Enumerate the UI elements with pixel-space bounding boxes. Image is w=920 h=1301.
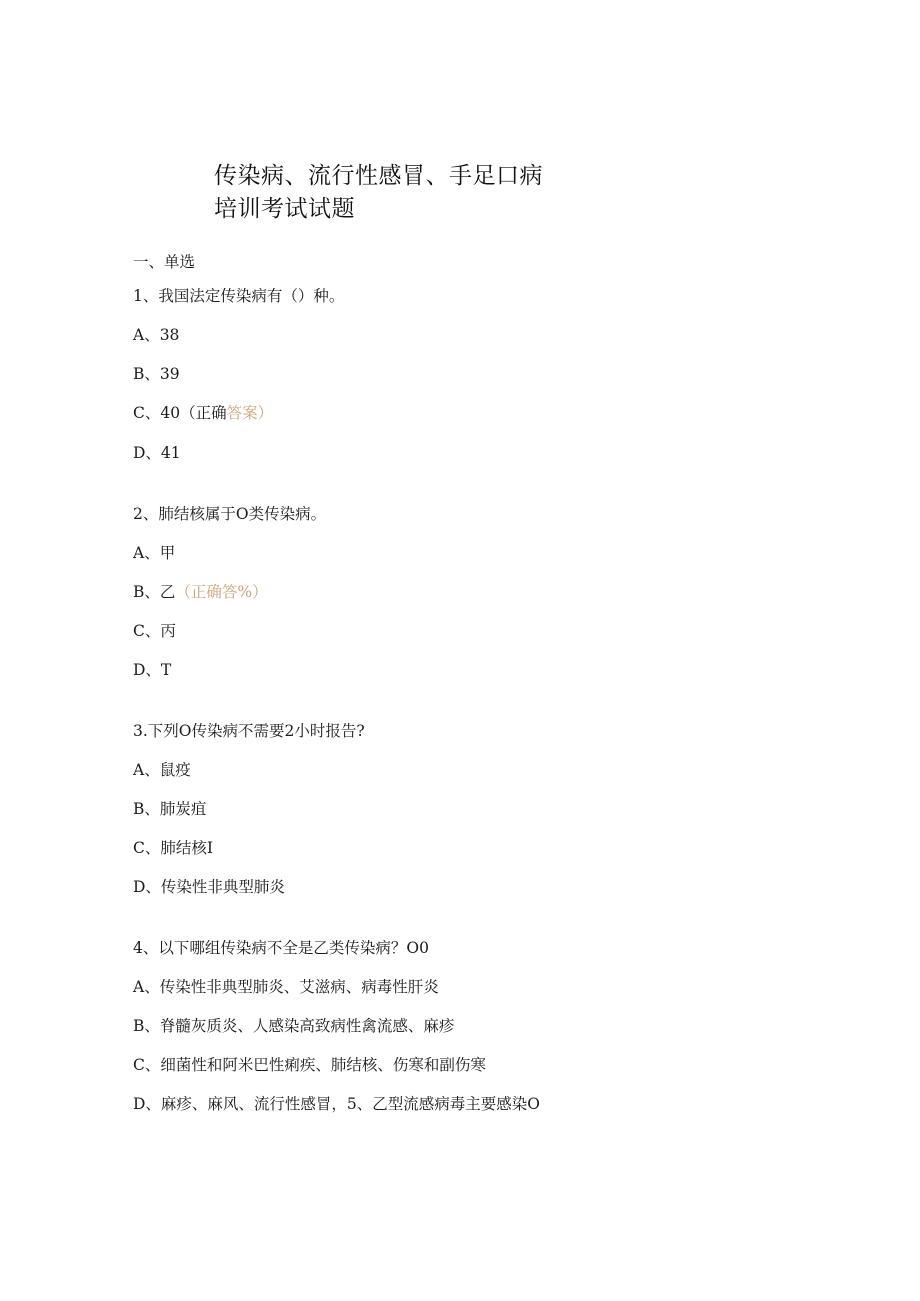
title-line-1: 传染病、流行性感冒、手足口病 [214,163,543,189]
question-4-option-d: D、麻疹、麻风、流行性感冒，5、乙型流感病毒主要感染O [133,1095,540,1113]
section-heading: 一、单选 [133,253,196,271]
question-1-option-a: A、38 [133,326,180,344]
question-1-stem: 1、我国法定传染病有（）种。 [133,287,345,305]
question-2-option-c: C、丙 [133,622,176,640]
question-3-option-b: B、肺炭疽 [133,800,207,818]
question-3-option-d: D、传染性非典型肺炎 [133,878,285,896]
question-3-option-a: A、鼠疫 [133,761,191,779]
question-3-option-c: C、肺结核I [133,839,213,857]
correct-answer-note: （正确答%） [175,583,268,601]
question-4-option-a: A、传染性非典型肺炎、艾滋病、病毒性肝炎 [133,978,439,996]
question-2-option-b-text: B、乙 [133,583,176,601]
question-1-option-c [133,402,273,424]
document-title [214,160,574,226]
title-line-2: 培训考试试题 [214,196,355,222]
question-4-stem: 4、以下哪组传染病不全是乙类传染病？O0 [133,939,429,957]
question-2-stem: 2、肺结核属于O类传染病。 [133,505,327,523]
question-1-option-c-text: C、40（正确 [133,404,227,422]
question-4-option-c: C、细菌性和阿米巴性痢疾、肺结核、伤寒和副伤寒 [133,1056,486,1074]
question-4-option-b: B、脊髓灰质炎、人感染高致病性禽流感、麻疹 [133,1017,455,1035]
question-2-option-d: D、T [133,661,172,679]
question-3-stem: 3.下列O传染病不需要2小时报告? [133,722,365,740]
question-2-option-b [133,581,268,603]
question-1-option-d: D、41 [133,444,181,462]
question-1-option-b: B、39 [133,365,180,383]
question-2-option-a: A、甲 [133,544,176,562]
correct-answer-note: 答案） [226,404,274,422]
